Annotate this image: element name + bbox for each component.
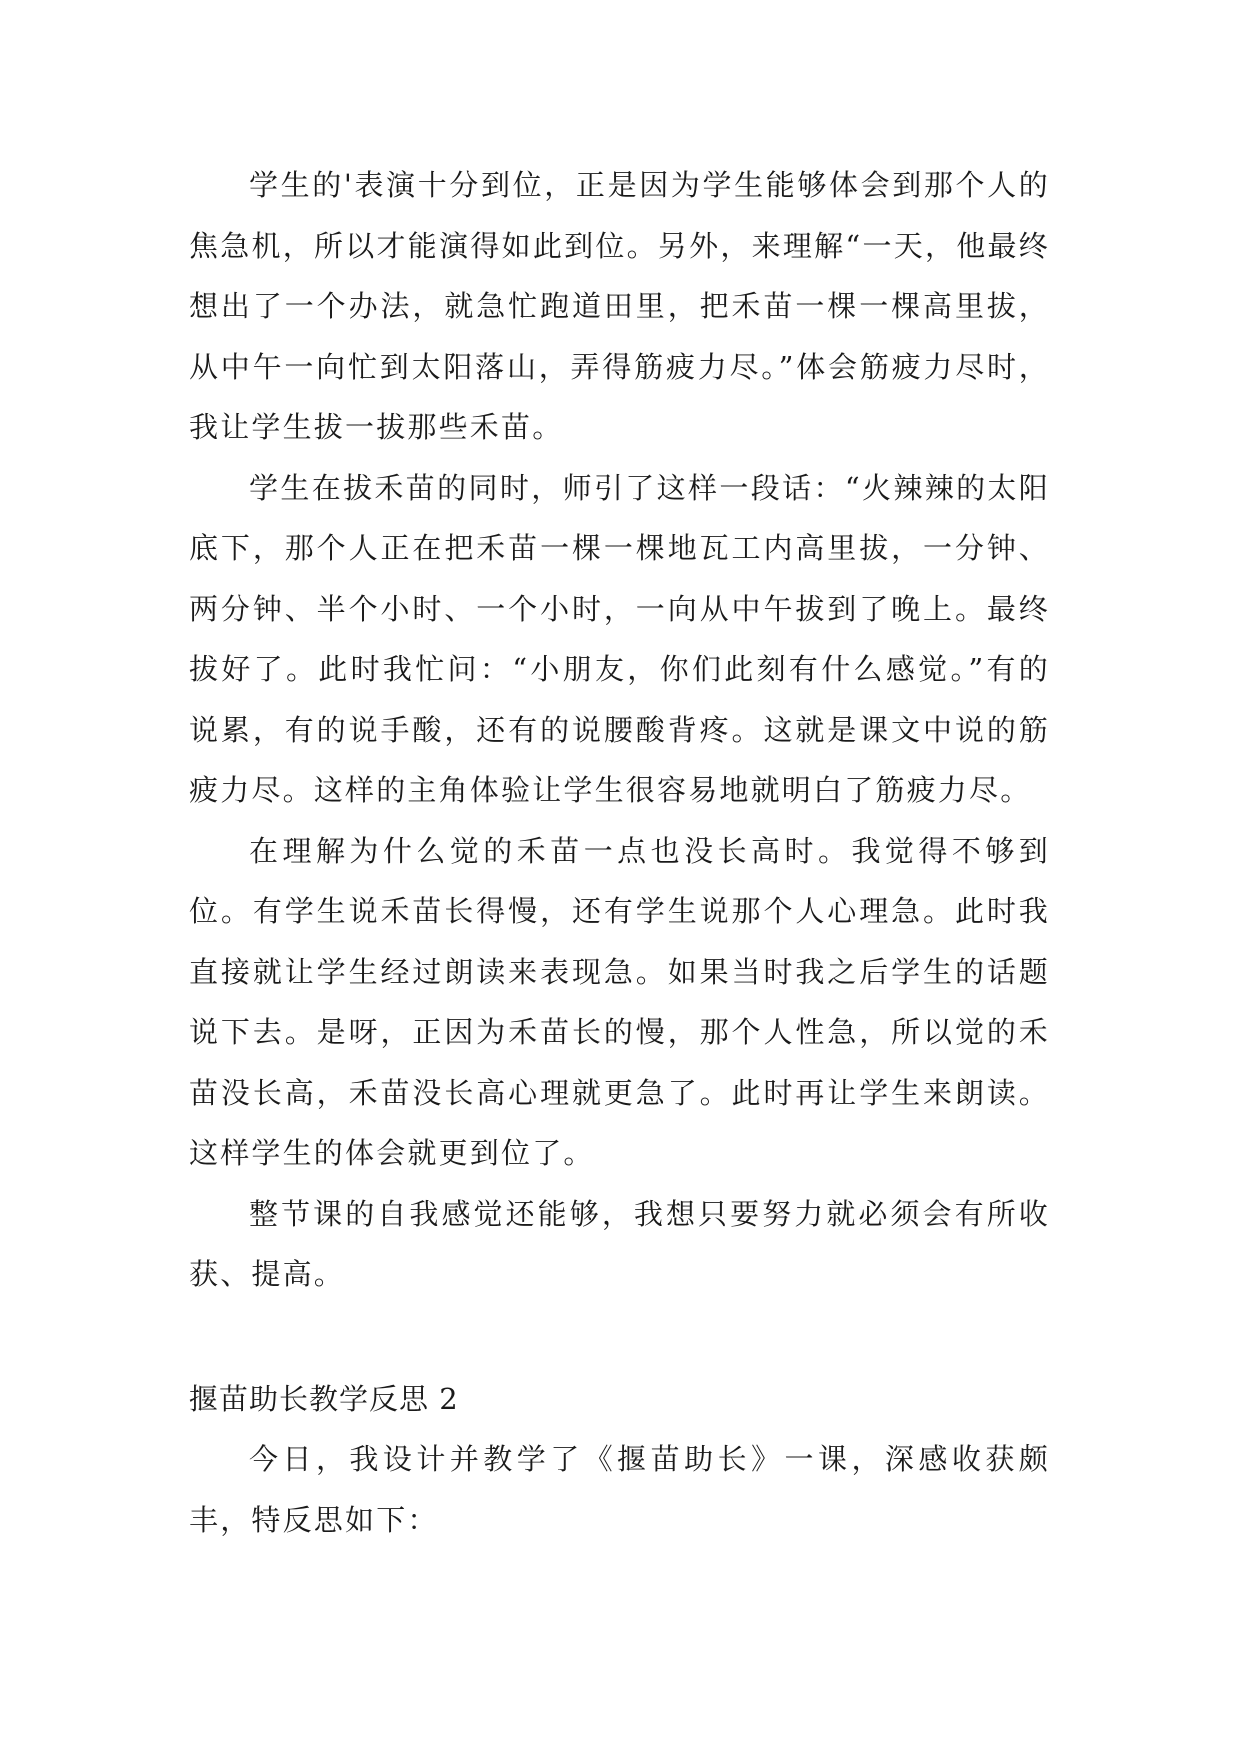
section-heading: 揠苗助长教学反思 2 — [189, 1381, 459, 1416]
document-body — [189, 155, 1050, 1550]
paragraph-3: 在理解为什么觉的禾苗一点也没长高时。我觉得不够到位。有学生说禾苗长得慢，还有学生说那个人心理急。此时我直接就让学生经过朗读来表现急。如果当时我之后学生的话题说下去。是呀，正因为禾苗长的慢，那个人性急，所以觉的禾苗没长高，禾苗没长高心理就更急了。此时再让学生来朗读。这样学生的体会就更到位了。 — [189, 833, 1050, 1170]
paragraph-5: 今日，我设计并教学了《揠苗助长》一课，深感收获颇丰，特反思如下： — [189, 1442, 1050, 1537]
paragraph-4: 整节课的自我感觉还能够，我想只要努力就必须会有所收获、提高。 — [189, 1196, 1050, 1291]
paragraph-1: 学生的'表演十分到位，正是因为学生能够体会到那个人的焦急机，所以才能演得如此到位。另外，来理解“一天，他最终想出了一个办法，就急忙跑道田里，把禾苗一棵一棵高里拔，从中午一向忙到太阳落山，弄得筋疲力尽。”体会筋疲力尽时，我让学生拔一拔那些禾苗。 — [189, 168, 1050, 444]
paragraph-2: 学生在拔禾苗的同时，师引了这样一段话：“火辣辣的太阳底下，那个人正在把禾苗一棵一棵地瓦工内高里拔，一分钟、两分钟、半个小时、一个小时，一向从中午拔到了晚上。最终拔好了。此时我忙问：“小朋友，你们此刻有什么感觉。”有的说累，有的说手酸，还有的说腰酸背疼。这就是课文中说的筋疲力尽。这样的主角体验让学生很容易地就明白了筋疲力尽。 — [189, 470, 1050, 807]
